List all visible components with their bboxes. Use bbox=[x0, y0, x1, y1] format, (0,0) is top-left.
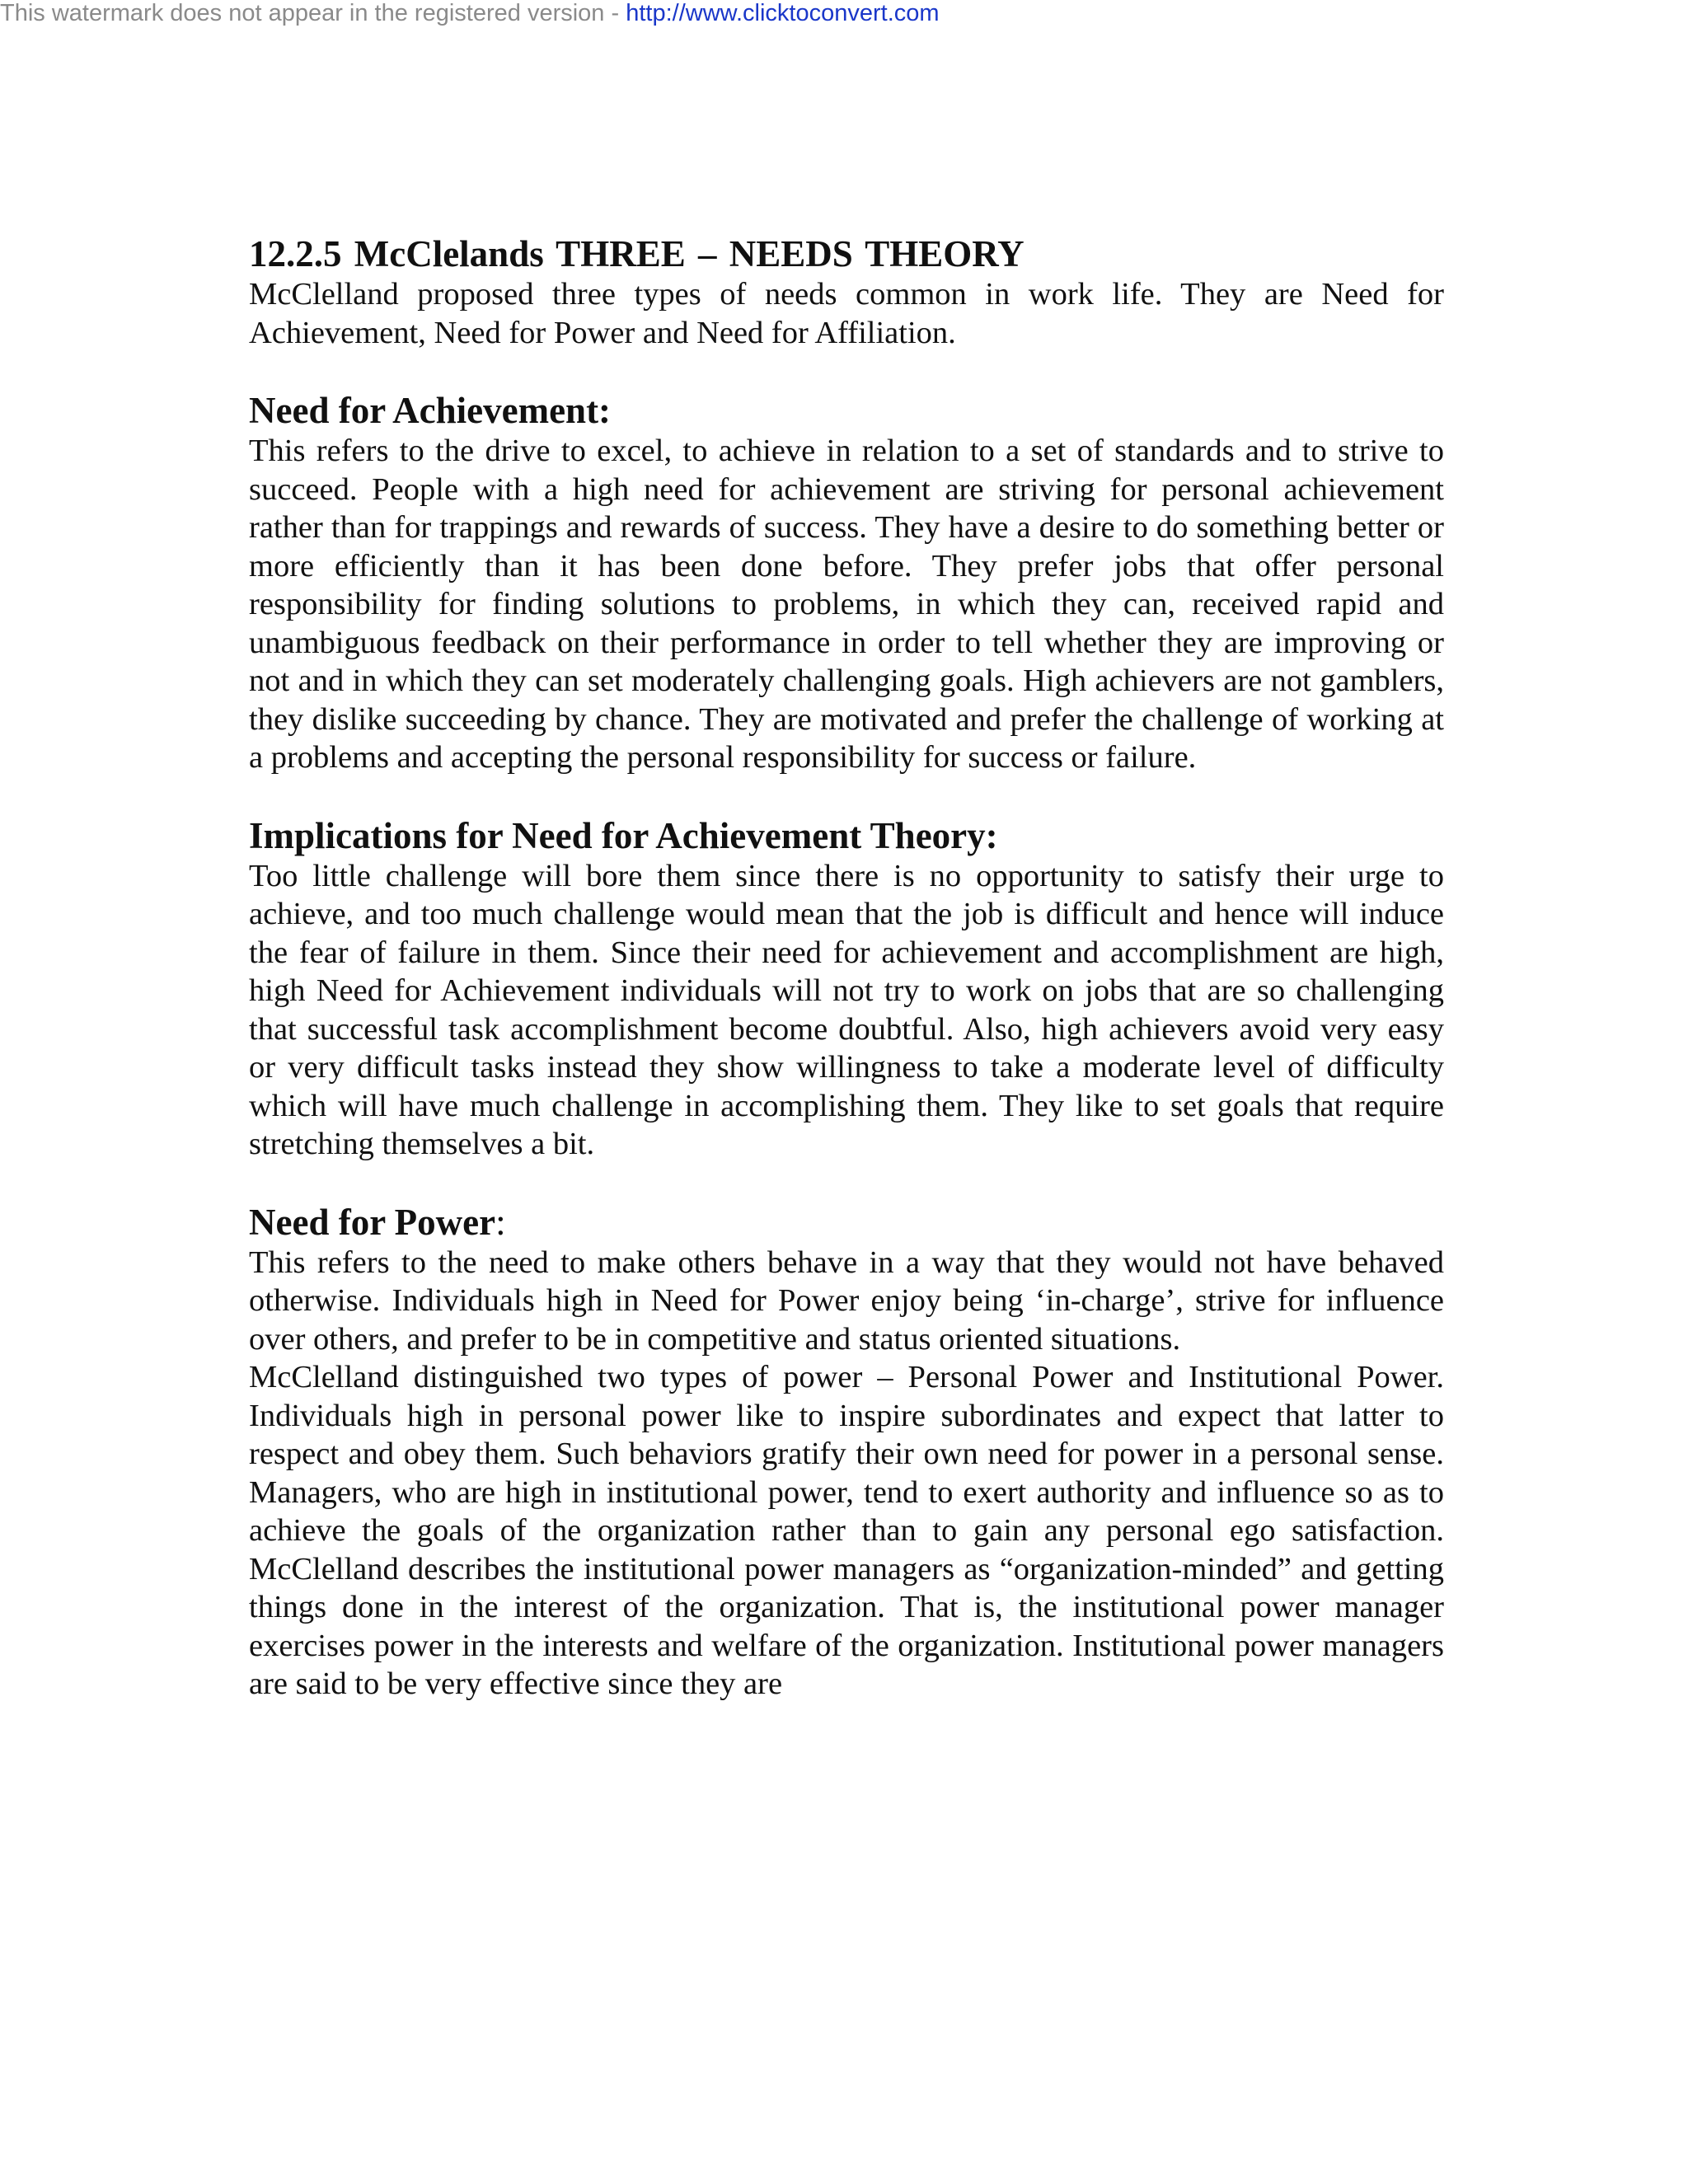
heading-need-for-power-colon: : bbox=[495, 1201, 506, 1243]
intro-paragraph: McClelland proposed three types of needs common in work life. They are Need for Achievement, Need for Power and Need for Affiliation. bbox=[249, 277, 1444, 350]
watermark bbox=[0, 0, 940, 26]
watermark-link[interactable]: http://www.clicktoconvert.com bbox=[626, 0, 940, 26]
watermark-text: This watermark does not appear in the registered version - bbox=[0, 0, 626, 26]
heading-need-for-power bbox=[249, 1201, 1444, 1244]
heading-need-for-achievement: Need for Achievement: bbox=[249, 390, 612, 431]
document-title: 12.2.5 McClelands THREE – NEEDS THEORY bbox=[249, 233, 1025, 274]
paragraph-need-for-power: This refers to the need to make others behave in a way that they would not have behaved otherwise. Individuals high in Need for Power enjoy being ‘in-charge’, strive for influence over others, and prefer to be in competitive and status oriented situations. bbox=[249, 1244, 1444, 1357]
heading-implications: Implications for Need for Achievement Theory: bbox=[249, 814, 998, 856]
paragraph-need-for-achievement: This refers to the drive to excel, to achieve in relation to a set of standards and to strive to succeed. People with a high need for achievement are striving for personal achievement rather than for trappings and rewards of success. They have a desire to do something better or more efficiently than it has been done before. They prefer jobs that offer personal responsibility for finding solutions to problems, in which they can, received rapid and unambiguous feedback on their performance in order to tell whether they are improving or not and in which they can set moderately challenging goals. High achievers are not gamblers, they dislike succeeding by chance. They are motivated and prefer the challenge of working at a problems and accepting the personal responsibility for success or failure. bbox=[249, 434, 1444, 775]
document-page bbox=[249, 232, 1444, 1704]
paragraph-power-types: McClelland distinguished two types of power – Personal Power and Institutional Power. Individuals high in personal power like to inspire subordinates and expect that latter to respect and obey them. Such behaviors gratify their own need for power in a personal sense. Managers, who are high in institutional power, tend to exert authority and influence so as to achieve the goals of the organization rather than to gain any personal ego satisfaction. McClelland describes the institutional power managers as “organization-minded” and getting things done in the interest of the organization. That is, the institutional power manager exercises power in the interests and welfare of the organization. Institutional power managers are said to be very effective since they are bbox=[249, 1360, 1444, 1701]
heading-need-for-power-text: Need for Power bbox=[249, 1201, 496, 1243]
paragraph-implications: Too little challenge will bore them since there is no opportunity to satisfy their urge to achieve, and too much challenge would mean that the job is difficult and hence will induce the fear of failure in them. Since their need for achievement and accomplishment are high, high Need for Achievement individuals will not try to work on jobs that are so challenging that successful task accomplishment become doubtful. Also, high achievers avoid very easy or very difficult tasks instead they show willingness to take a moderate level of difficulty which will have much challenge in accomplishing them. They like to set goals that require stretching themselves a bit. bbox=[249, 858, 1444, 1161]
